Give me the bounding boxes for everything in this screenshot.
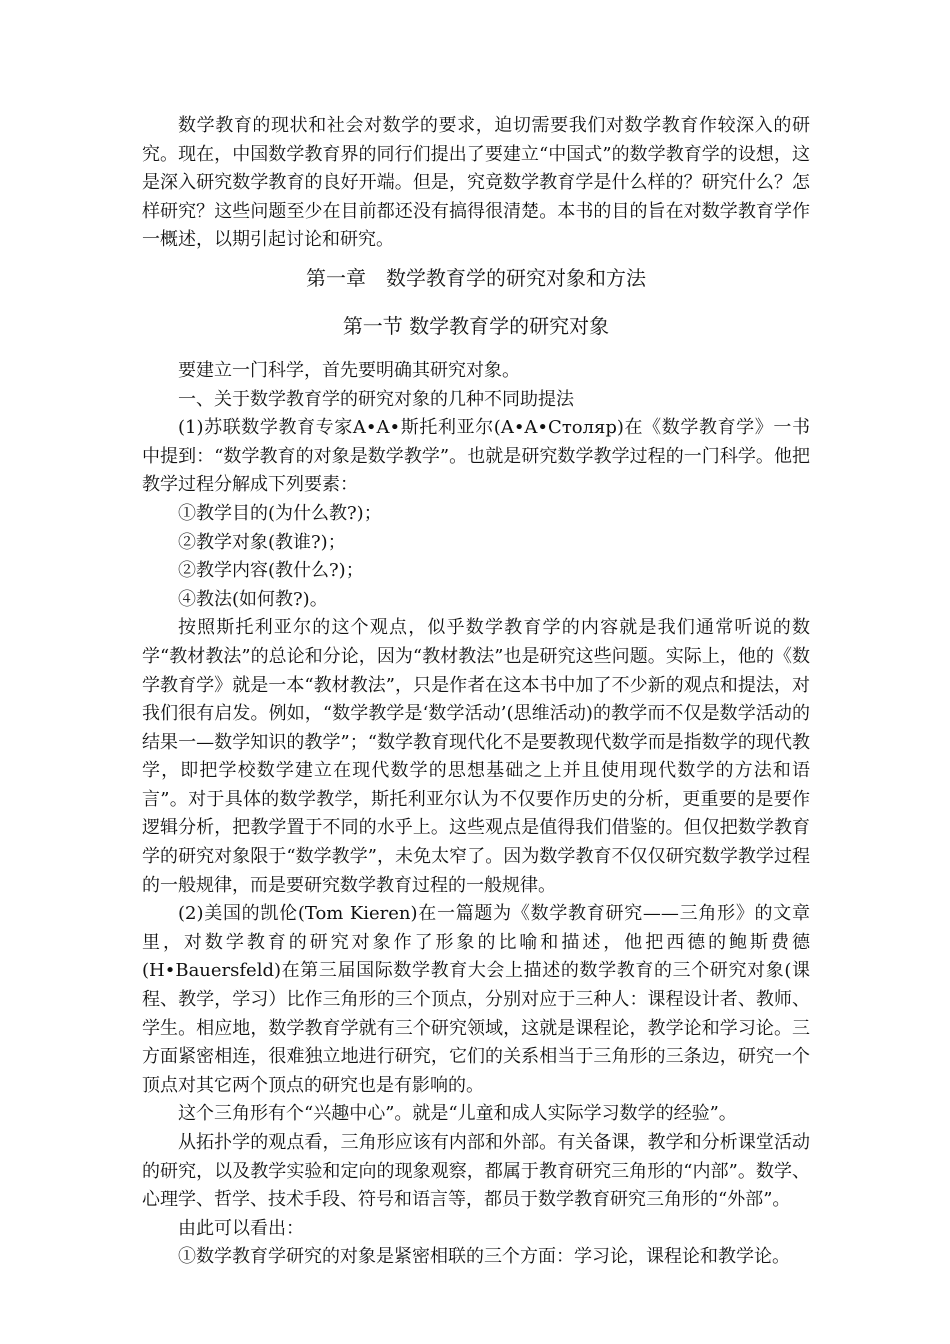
paragraph: 由此可以看出： [178,1217,304,1239]
list-item: ①教学目的(为什么教?)； [178,502,382,524]
paragraph: 一、关于数学教育学的研究对象的几种不同助提法 [178,388,574,410]
paragraph: 要建立一门科学，首先要明确其研究对象。 [178,359,520,381]
document-page [142,112,810,1272]
section-title: 第一节 数学教育学的研究对象 [342,313,610,338]
paragraph: (2)美国的凯伦(Tom Kieren)在一篇题为《数学教育研究——三角形》的文章里，对数学教育的研究对象作了形象的比喻和描述，他把西德的鲍斯费德(H•Bauersfeld)在第三届国际数学教育大会上描述的数学教育的三个研究对象(课程、教学，学习）比作三角形的三个顶点，分别对应于三种人：课程设计者、教师、学生。相应地，数学教育学就有三个研究领域，这就是课程论，教学论和学习论。三方面紧密相连，很难独立地进行研究，它们的关系相当于三角形的三条边，研究一个顶点对其它两个顶点的研究也是有影响的。 [142,903,810,1096]
paragraph: 按照斯托利亚尔的这个观点，似乎数学教育学的内容就是我们通常听说的数学“教材教法”的总论和分论，因为“教材教法”也是研究这些问题。实际上，他的《数学教育学》就是一本“教材教法”，只是作者在这本书中加了不少新的观点和提法，对我们很有启发。例如，“数学教学是‘数学活动’(思维活动)的教学而不仅是数学活动的结果一—数学知识的教学”；“数学教育现代化不是要教现代数学而是指数学的现代教学，即把学校数学建立在现代数学的思想基础之上并且使用现代数学的方法和语言”。对于具体的数学教学，斯托利亚尔认为不仅要作历史的分析，更重要的是要作逻辑分析，把教学置于不同的水乎上。这些观点是值得我们借鉴的。但仅把数学教育学的研究对象限于“数学教学”，未免太窄了。因为数学教育不仅仅研究数学教学过程的一般规律，而是要研究数学教育过程的一般规律。 [142,617,810,896]
paragraph: ①数学教育学研究的对象是紧密相联的三个方面：学习论，课程论和教学论。 [178,1246,790,1268]
intro-paragraph: 数学教育的现状和社会对数学的要求，迫切需要我们对数学教育作较深入的研究。现在，中国数学教育界的同行们提出了要建立“中国式”的数学教育学的设想，这是深入研究数学教育的良好开端。但是，究竟数学教育学是什么样的？研究什么？怎样研究？这些问题至少在目前都还没有搞得很清楚。本书的目的旨在对数学教育学作一概述，以期引起讨论和研究。 [142,115,810,251]
list-item: ④教法(如何教?)。 [178,588,328,610]
list-item: ②教学对象(教谁?)； [178,531,346,553]
chapter-title: 第一章 数学教育学的研究对象和方法 [306,265,646,290]
paragraph: (1)苏联数学教育专家A•A•斯托利亚尔(A•A•Столяр)在《数学教育学》一书中提到：“数学教育的对象是数学教学”。也就是研究数学教学过程的一门科学。他把教学过程分解成下列要素： [142,417,810,496]
paragraph: 从拓扑学的观点看，三角形应该有内部和外部。有关备课，教学和分析课堂活动的研究，以及教学实验和定向的现象观察，都属于教育研究三角形的“内部”。数学、心理学、哲学、技术手段、符号和语言等，都员于数学教育研究三角形的“外部”。 [142,1132,810,1211]
list-item: ②教学内容(教什么?)； [178,560,364,582]
paragraph: 这个三角形有个“兴趣中心”。就是“儿童和成人实际学习数学的经验”。 [178,1103,737,1125]
